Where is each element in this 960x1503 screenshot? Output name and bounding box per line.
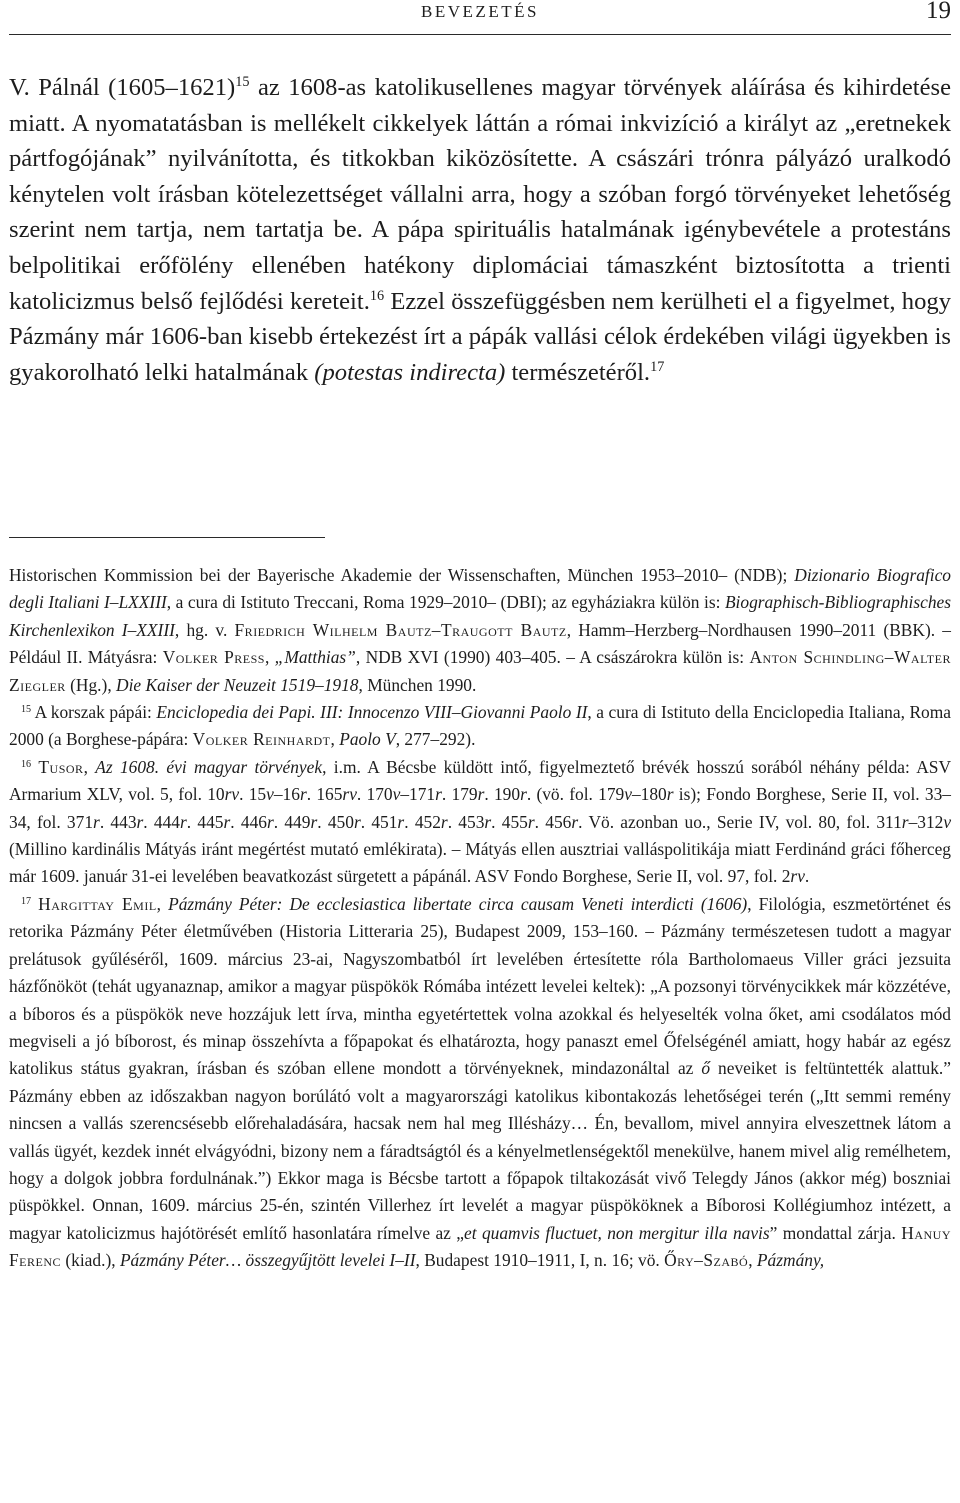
running-head: BEVEZETÉS (421, 2, 539, 21)
main-paragraph: V. Pálnál (1605–1621)$^{15}$ az 1608-as katolikusellenes magyar törvények aláírása és kihirdetése miatt. A nyomatatásban is mellékelt cikkelyek láttán a római inkvizíció a királyt az „eretnekek pártfogójának” nyilvánította, és titkokban kiközösítette. A császári trónra pályázó uralkodó kénytelen volt írásban kötelezettséget vállalni arra, hogy a szóban forgó törvényeket lehetőség szerint nem tartja, nem tartatja be. A pápa spirituális hatalmának igénybevétele a protestáns belpolitikai erőfölény ellenében hatékony diplomáciai támaszként biztosította a trienti katolicizmus belső fejlődési kereteit.$^{16}$ Ezzel összefüggésben nem kerülheti el a figyelmet, hogy Pázmány már 1606-ban kisebb értekezést írt a pápák vallási célok érdekében világi ügyekben is gyakorolható lelki hatalmának (potestas indirecta) természetéről.$^{17}$ (9, 74, 951, 386)
footnotes (9, 562, 951, 1275)
footnote-rule (9, 537, 325, 538)
footnote-16: $^{16}$ Tusor, Az 1608. évi magyar törvények, i.m. A Bécsbe küldött intő, figyelmeztető brévék hosszú sorából néhány példa: ASV Armarium XLV, vol. 5, fol. 10rv. 15v–16r. 165rv. 170v–171r. 179r. 190r. (vö. fol. 179v–180r is); Fondo Borghese, Serie II, vol. 33–34, fol. 371r. 443r. 444r. 445r. 446r. 449r. 450r. 451r. 452r. 453r. 455r. 456r. Vö. azonban uo., Serie IV, vol. 80, fol. 311r–312v (Millino kardinális Mátyás iránt megértést mutató emlékirata). – Mátyás ellen ausztriai valláspolitikája miatt Ferdinánd gráci főherceg már 1609. január 31-ei levelében beavatkozást sürgetett a pápánál. ASV Fondo Borghese, Serie II, vol. 97, fol. 2rv. (9, 756, 952, 887)
footnote-17: $^{17}$ Hargittay Emil, Pázmány Péter: De ecclesiastica libertate circa causam Veneti interdicti (1606), Filológia, eszmetörténet és retorika Pázmány Péter életművében (Historia Litteraria 25), Budapest 2009, 153–160. – Pázmány természetesen tudott a magyar prelátusok gyűléséről, 1609. március 23-ai, Nagyszombatból írt levelében értesítette róla Bartholomaeus Viller gráci jezsuita házfőnököt (tehát ugyanaznap, amikor a magyar püspökök Rómába intézett levelei keltek): „A pozsonyi törvénycikkek már közzétéve, a bíboros és a püspökök neve hozzájuk lett írva, mintha egyetértettek volna azokkal és helyeselték volna őket, ami csodálatos mód megviseli a jó bíborost, és minap összehívta a főpapokat és elhatározta, hogy panaszt emel Őfelségénél amiatt, hogy habár az egész katolikus státus gyakran, írásban és szóban ellene mondott a törvényeknek, mindazonáltal az ő neveiket is feltüntették alattuk.” Pázmány ebben az időszakban nagyon borúlátó volt a magyarországi katolikus kibontakozás lehetőségei terén („Itt semmi remény nincsen a vallás szerencsésebb előrehaladására, hacsak nem hal meg Illésházy… Én, bevallom, mivel annyira elveszettnek látom a vallás ügyét, kezdek innét elvágyódni, bizony nem a fáradtságtól és a kényelmetlenségektől menekülve, hanem mivel alig remélhetem, hogy a dolgok jobbra fordulnának.”) Ekkor maga is Bécsbe tartott a főpapok tiltakozását vivő Telegdy János (akkor még) boszniai püspökkel. Onnan, 1609. március 25-én, szintén Villerhez írt levelét a magyar püspököknek a Bíborosi Kollégiumhoz intézett, a magyar katolicizmus hajótörését említő hasonlatára rímelve az „et quamvis fluctuet, non mergitur illa navis” mondattal zárja. Hanuy Ferenc (kiad.), Pázmány Péter… összegyűjtött levelei I–II, Budapest 1910–1911, I, n. 16; vö. Őry–Szabó, Pázmány, (9, 893, 951, 1271)
footnote-ref-17: 17 (650, 358, 665, 375)
header-rule (9, 34, 951, 35)
footnote-ref-16: 16 (369, 287, 385, 304)
footnote-15: $^{15}$ A korszak pápái: Enciclopedia dei Papi. III: Innocenzo VIII–Giovanni Paolo II, a cura di Istituto della Enciclopedia Italiana, Roma 2000 (a Borghese-pápára: Volker Reinhardt, Paolo V, 277–292). (9, 702, 951, 750)
page-header (9, 0, 951, 34)
page-number: 19 (926, 0, 951, 24)
footnote-continued: Historischen Kommission bei der Bayerische Akademie der Wissenschaften, München 1953–2010– (NDB); Dizionario Biografico degli Italiani I–LXXIII, a cura di Istituto Treccani, Roma 1929–2010– (DBI); az egyháziakra külön is: Biographisch-Bibliographisches Kirchenlexikon I–XXIII, hg. v. Friedrich Wilhelm Bautz–Traugott Bautz, Hamm–Herzberg–Nordhausen 1990–2011 (BBK). – Például II. Mátyásra: Volker Press, „Matthias”, NDB XVI (1990) 403–405. – A császárokra külön is: Anton Schindling–Walter Ziegler (Hg.), Die Kaiser der Neuzeit 1519–1918, München 1990. (9, 565, 952, 695)
footnote-ref-15: 15 (235, 74, 250, 91)
